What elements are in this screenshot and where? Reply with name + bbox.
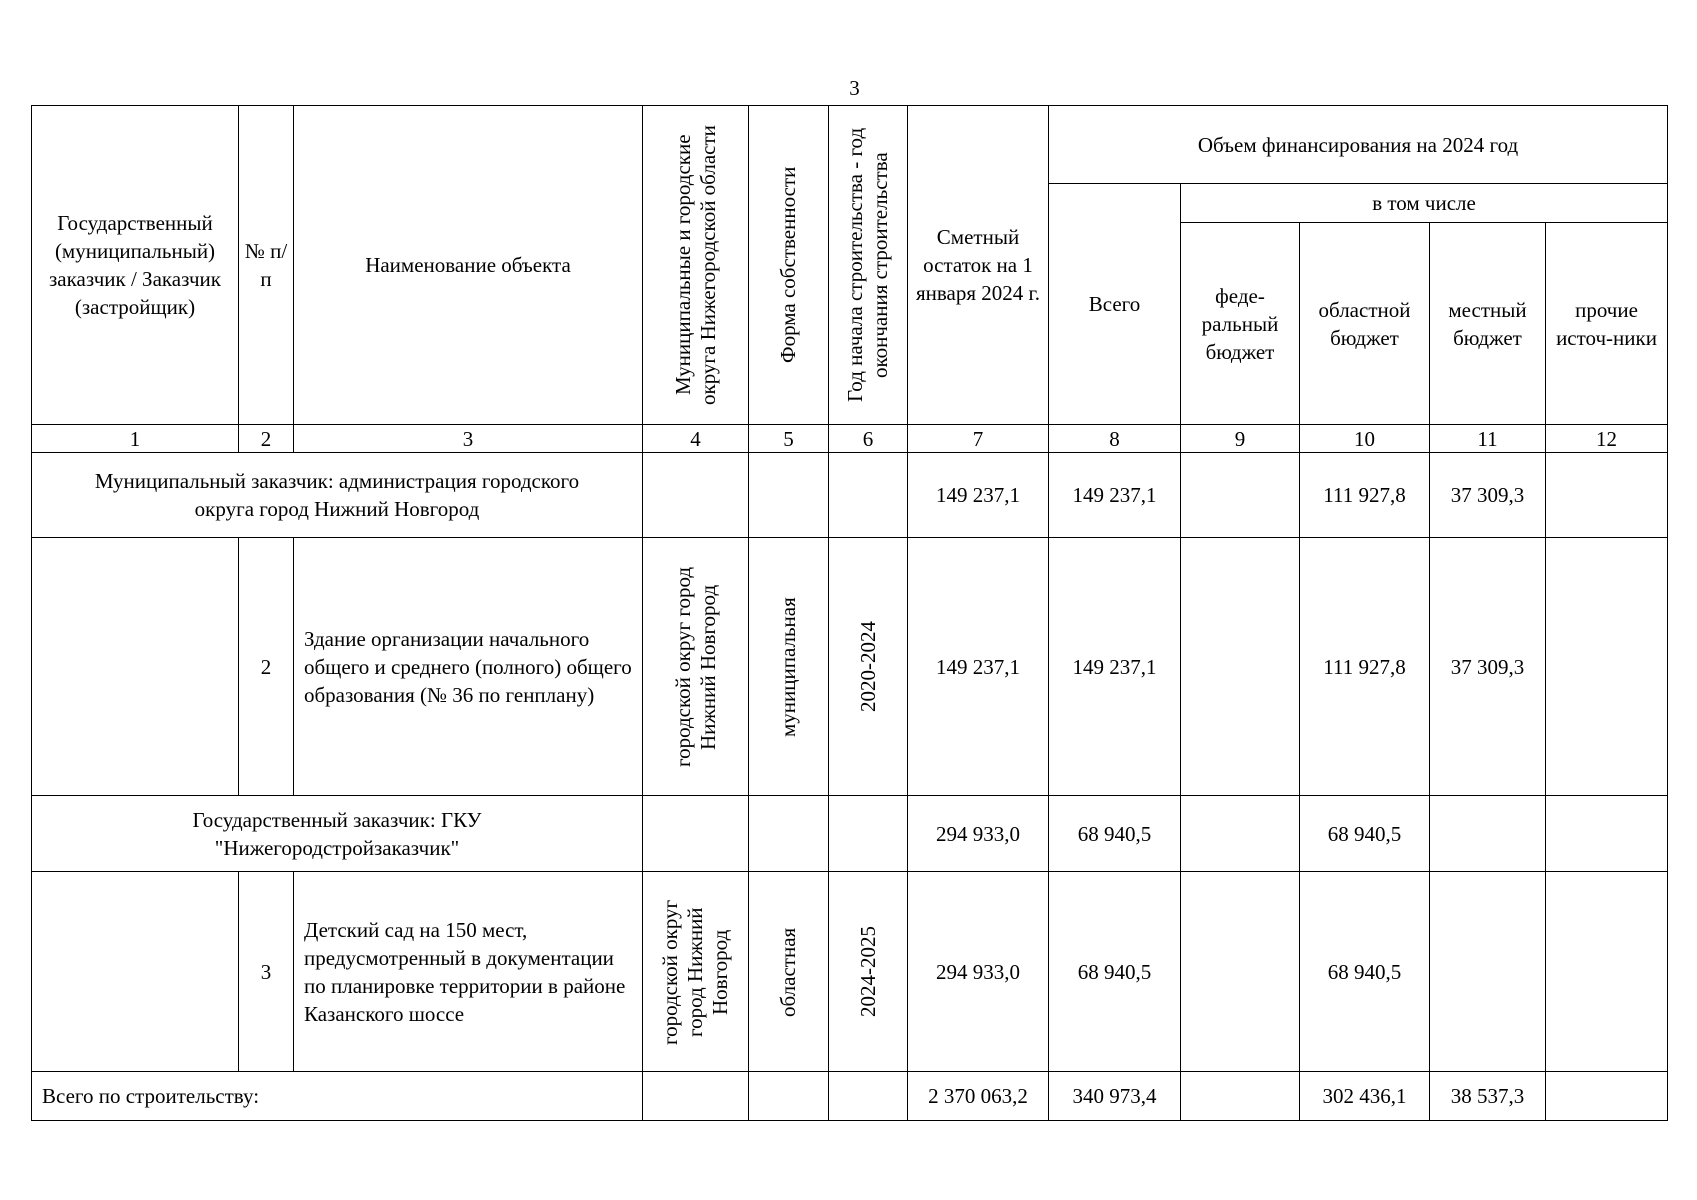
header-local: местный бюджет [1430,223,1546,425]
empty-cell [643,796,749,872]
group-row-state [32,796,1668,872]
total-cell: 149 237,1 [1049,538,1181,796]
estimate-cell: 2 370 063,2 [908,1072,1049,1121]
column-number: 12 [1546,425,1668,453]
district-cell: городской округ город Нижний Новгород [643,872,749,1072]
regional-cell: 68 940,5 [1300,796,1430,872]
local-cell [1430,796,1546,872]
local-cell: 37 309,3 [1430,538,1546,796]
total-cell: 340 973,4 [1049,1072,1181,1121]
object-name: Здание организации начального общего и среднего (полного) общего образования (№ 36 по генплану) [294,538,643,796]
column-number: 2 [239,425,294,453]
empty-cell [32,538,239,796]
ownership-cell: муниципальная [749,538,829,796]
total-cell: 68 940,5 [1049,872,1181,1072]
construction-financing-table [31,105,1668,1121]
federal-cell [1181,453,1300,538]
regional-cell: 302 436,1 [1300,1072,1430,1121]
header-districts: Муниципальные и городские округа Нижегородской области [643,106,749,425]
column-number: 5 [749,425,829,453]
empty-cell [829,796,908,872]
federal-cell [1181,796,1300,872]
empty-cell [749,453,829,538]
row-number: 3 [239,872,294,1072]
column-number: 10 [1300,425,1430,453]
empty-cell [32,872,239,1072]
estimate-cell: 294 933,0 [908,796,1049,872]
header-federal: феде-ральный бюджет [1181,223,1300,425]
header-number: № п/п [239,106,294,425]
header-row [32,106,1668,184]
column-number: 7 [908,425,1049,453]
federal-cell [1181,872,1300,1072]
table-row [32,872,1668,1072]
group-label: Государственный заказчик: ГКУ "Нижегородстройзаказчик" [32,796,643,872]
other-cell [1546,1072,1668,1121]
empty-cell [829,1072,908,1121]
empty-cell [829,453,908,538]
table-row [32,538,1668,796]
estimate-cell: 294 933,0 [908,872,1049,1072]
row-number: 2 [239,538,294,796]
header-financing: Объем финансирования на 2024 год [1049,106,1668,184]
group-label: Муниципальный заказчик: администрация городского округа город Нижний Новгород [32,453,643,538]
empty-cell [749,1072,829,1121]
object-name: Детский сад на 150 мест, предусмотренный в документации по планировке территории в районе Казанского шоссе [294,872,643,1072]
years-cell: 2020-2024 [829,538,908,796]
regional-cell: 111 927,8 [1300,453,1430,538]
years-cell: 2024-2025 [829,872,908,1072]
local-cell: 37 309,3 [1430,453,1546,538]
header-total: Всего [1049,184,1181,425]
column-number: 1 [32,425,239,453]
federal-cell [1181,1072,1300,1121]
estimate-cell: 149 237,1 [908,453,1049,538]
regional-cell: 68 940,5 [1300,872,1430,1072]
header-ownership: Форма собственности [749,106,829,425]
header-other: прочие источ-ники [1546,223,1668,425]
empty-cell [643,1072,749,1121]
empty-cell [643,453,749,538]
district-cell: городской округ город Нижний Новгород [643,538,749,796]
column-number: 4 [643,425,749,453]
estimate-cell: 149 237,1 [908,538,1049,796]
column-number: 6 [829,425,908,453]
column-number: 11 [1430,425,1546,453]
other-cell [1546,796,1668,872]
column-number: 8 [1049,425,1181,453]
total-cell: 149 237,1 [1049,453,1181,538]
ownership-cell: областная [749,872,829,1072]
regional-cell: 111 927,8 [1300,538,1430,796]
local-cell: 38 537,3 [1430,1072,1546,1121]
column-number: 9 [1181,425,1300,453]
header-years: Год начала строительства - год окончания строительства [829,106,908,425]
header-regional: областной бюджет [1300,223,1430,425]
other-cell [1546,538,1668,796]
local-cell [1430,872,1546,1072]
group-row-municipal [32,453,1668,538]
page-number: 3 [849,76,860,100]
header-object-name: Наименование объекта [294,106,643,425]
header-estimate: Сметный остаток на 1 января 2024 г. [908,106,1049,425]
grand-total-row [32,1072,1668,1121]
other-cell [1546,453,1668,538]
header-customer: Государственный (муниципальный) заказчик / Заказчик (застройщик) [32,106,239,425]
federal-cell [1181,538,1300,796]
other-cell [1546,872,1668,1072]
column-number: 3 [294,425,643,453]
total-cell: 68 940,5 [1049,796,1181,872]
column-numbers-row [32,425,1668,453]
grand-total-label: Всего по строительству: [32,1072,643,1121]
header-including: в том числе [1181,184,1668,223]
empty-cell [749,796,829,872]
